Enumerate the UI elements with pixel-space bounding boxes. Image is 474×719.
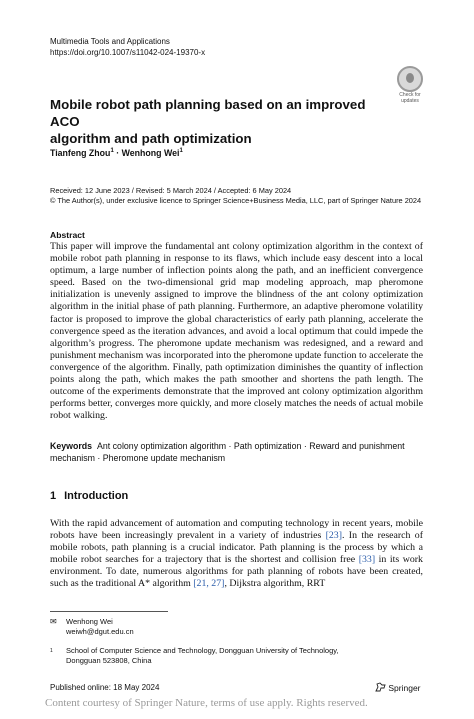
footnote-divider <box>50 611 168 612</box>
section-number: 1 <box>50 490 57 502</box>
intro-text: in its work environment. To date, numerous algorithms for path planning of robots have been created, such as the traditional A* algorithm <box>50 554 423 590</box>
badge-line1: Check for <box>399 92 421 98</box>
abstract-heading: Abstract <box>50 230 85 240</box>
affiliation-marker: 1 <box>179 148 183 155</box>
copyright-line: © The Author(s), under exclusive licence to Springer Science+Business Media, LLC, part of Springer Nature 2024 <box>50 196 422 205</box>
author-list <box>50 148 183 158</box>
keywords <box>50 440 423 464</box>
keywords-label: Keywords <box>50 441 93 451</box>
author-separator: · <box>113 148 122 158</box>
badge-line2: updates <box>401 98 419 104</box>
badge-label <box>390 92 430 104</box>
springer-logo <box>375 682 421 693</box>
section-title: Introduction <box>64 490 129 502</box>
intro-text: With the rapid advancement of automation and computing technology in recent years, mobile robots have been increasingly prevalent in a variety of industries <box>50 518 423 542</box>
intro-text: , Dijkstra algorithm, RRT <box>224 578 326 590</box>
affiliation-marker: 1 <box>110 148 114 155</box>
title-line: Mobile robot path planning based on an improved ACO <box>50 97 366 129</box>
check-for-updates-badge[interactable] <box>390 66 430 106</box>
springer-horse-icon <box>375 682 386 692</box>
title-line: algorithm and path optimization <box>50 131 252 146</box>
intro-text: . In the research of mobile robots, path planning is a crucial indicator. Path planning is the process by which a mobile robot searches for a trajectory that is the shortest and collision free <box>50 530 423 566</box>
author-name[interactable]: Wenhong Wei <box>121 148 180 158</box>
journal-name: Multimedia Tools and Applications <box>50 37 170 46</box>
courtesy-watermark: Content courtesy of Springer Nature, terms of use apply. Rights reserved. <box>45 697 368 709</box>
corresponding-name: Wenhong Wei <box>66 617 113 626</box>
affiliation-number: 1 <box>50 648 53 654</box>
envelope-icon: ✉ <box>50 617 57 626</box>
corresponding-author <box>50 617 134 637</box>
publisher-name: Springer <box>388 683 421 693</box>
affiliation <box>50 646 339 666</box>
citation-link[interactable]: [33] <box>358 554 376 566</box>
received-dates: Received: 12 June 2023 / Revised: 5 March 2024 / Accepted: 6 May 2024 <box>50 186 292 195</box>
citation-link[interactable]: [23] <box>325 530 343 542</box>
publication-history <box>50 186 421 206</box>
corresponding-email[interactable]: weiwh@dgut.edu.cn <box>66 627 134 636</box>
abstract-text: This paper will improve the fundamental ant colony optimization algorithm in the context of mobile robot path planning in response to its flaws, which include easy descent into a local optimum, a large number of inflection points along the path, and an inefficient convergence speed. Based on the two-dimensional grid map modeling approach, map pheromone initialization is unevenly assigned to improve the blindness of the ant colony optimization algorithm in the initial phase of path planning. Furthermore, an adaptive pheromone volatility factor is proposed to improve the global characteristics of early path planning, accelerate the convergence speed as the iteration advances, and avoid a local optimum that could impede the algorithm’s progress. The pheromone update mechanism was redesigned, and a reward and punishment mechanism was incorporated into the pheromone update function to accelerate the convergence of the algorithm. Finally, path optimization diminishes the quantity of inflection points along the path, which makes the path smoother and shortens the path length. The outcome of the experiments demonstrate that the improved ant colony optimization algorithm performs better, converges more quickly, and more closely matches the needs of actual mobile robot walking. <box>50 241 423 422</box>
paper-title <box>50 96 380 147</box>
affiliation-line: Dongguan 523808, China <box>66 656 152 665</box>
keywords-text: Ant colony optimization algorithm · Path optimization · Reward and punishment mechanism · Pheromone update mechanism <box>50 441 405 463</box>
citation-link[interactable]: [21, 27] <box>193 578 225 590</box>
published-online: Published online: 18 May 2024 <box>50 683 160 692</box>
journal-header <box>50 36 205 58</box>
section-heading <box>50 490 136 502</box>
check-for-updates-icon <box>397 66 423 92</box>
doi-link[interactable]: https://doi.org/10.1007/s11042-024-19370-x <box>50 48 206 57</box>
author-name[interactable]: Tianfeng Zhou <box>50 148 111 158</box>
intro-paragraph <box>50 518 423 591</box>
affiliation-line: School of Computer Science and Technology, Dongguan University of Technology, <box>66 646 339 655</box>
